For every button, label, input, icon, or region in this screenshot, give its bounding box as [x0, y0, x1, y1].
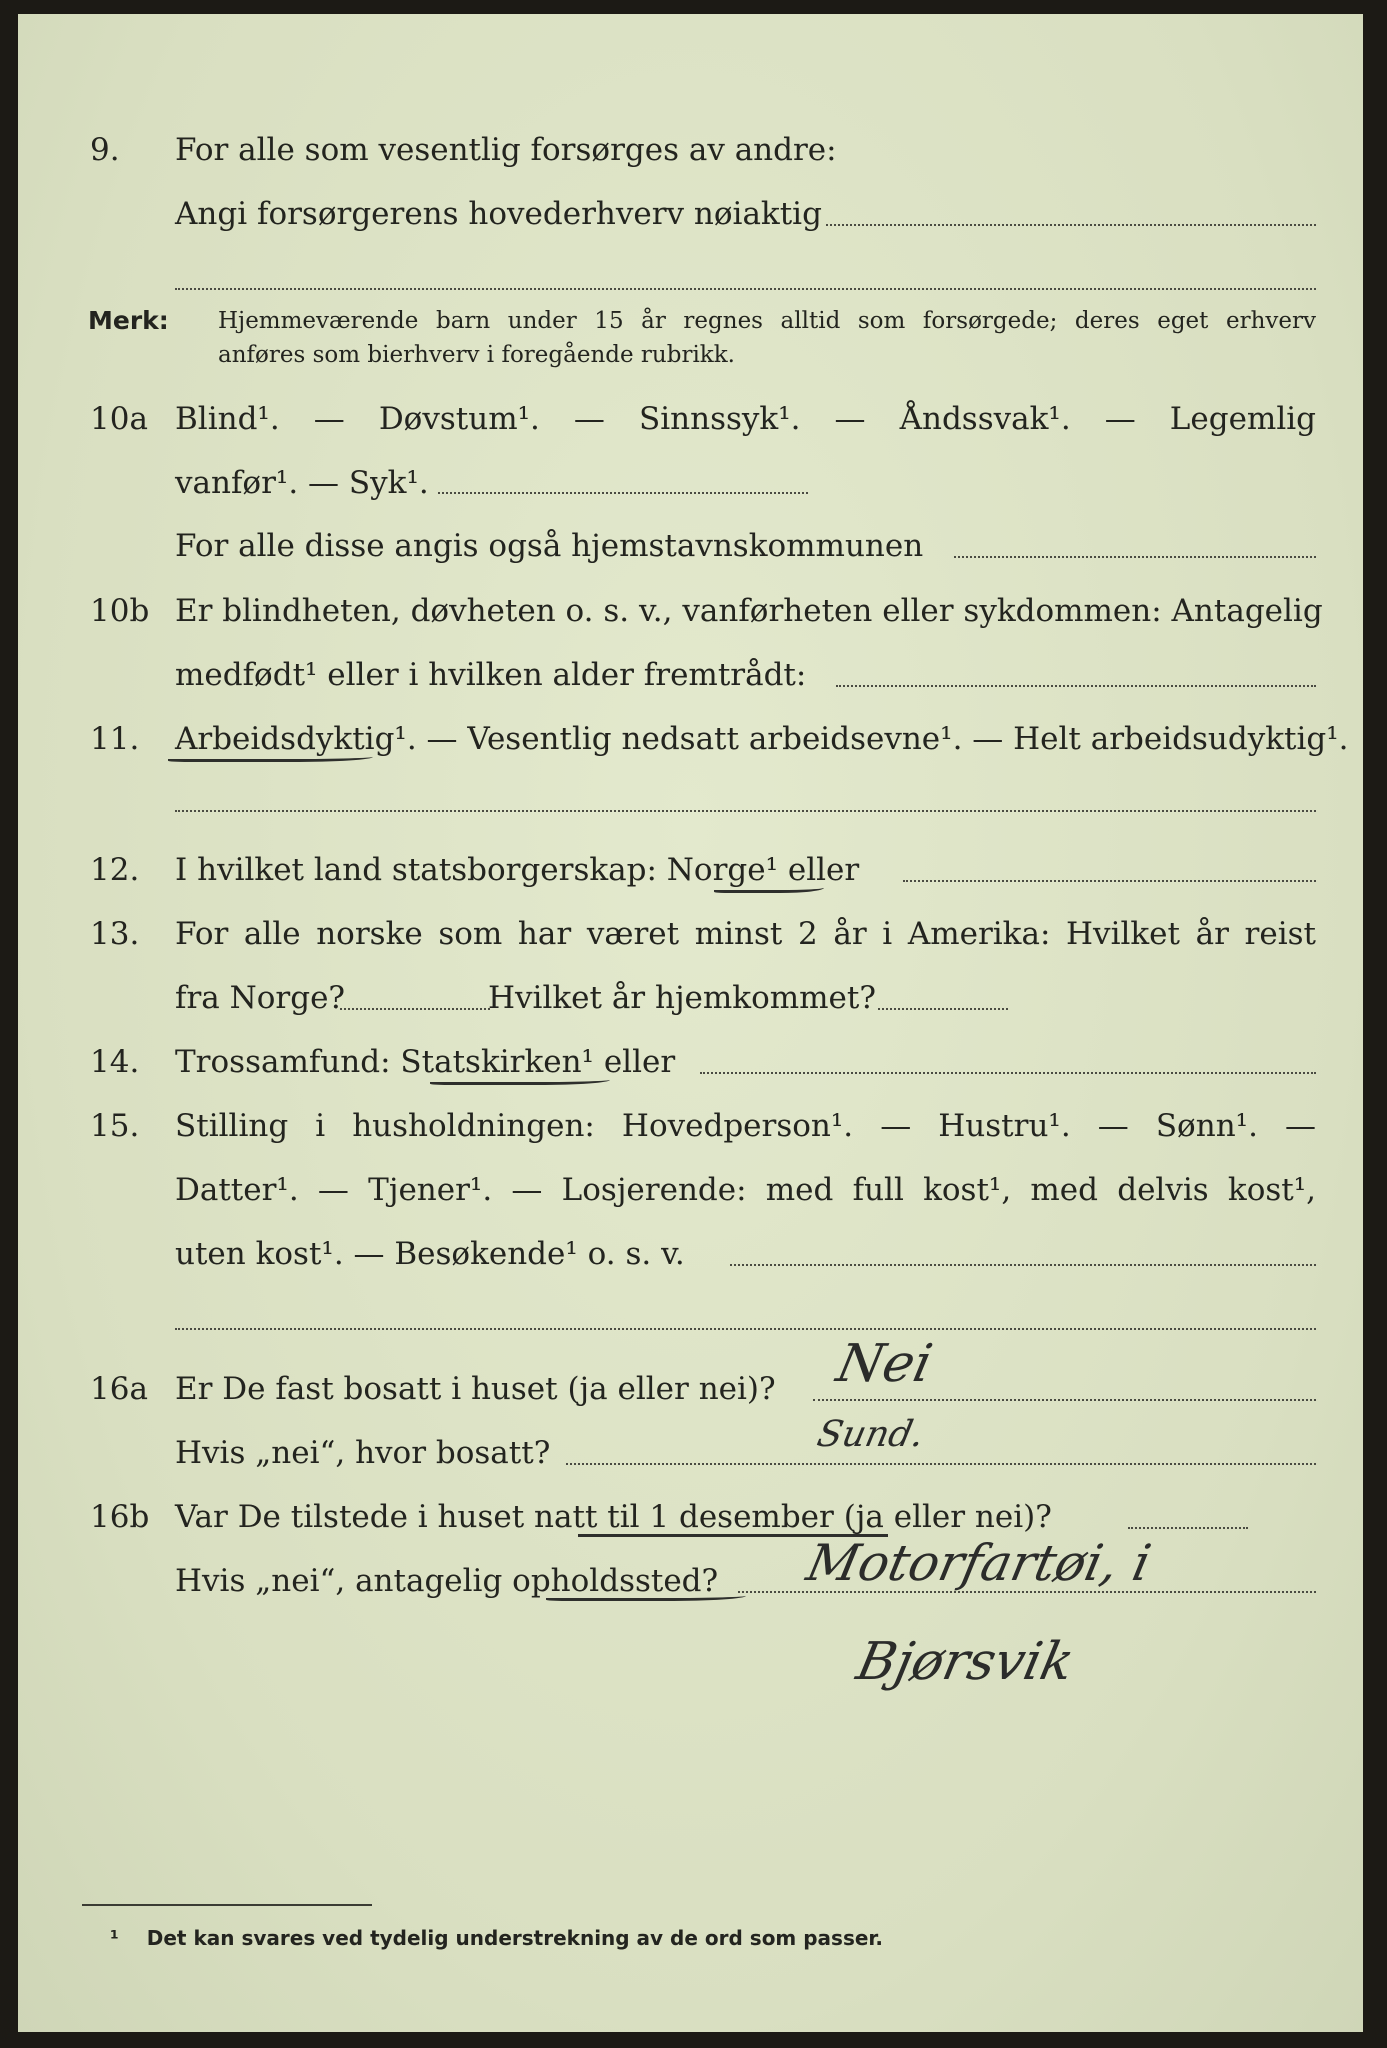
q16b-answer-line1[interactable]	[1128, 1527, 1248, 1529]
q9-answer-line[interactable]	[826, 224, 1316, 226]
merk-text	[218, 304, 1316, 372]
merk-label: Merk:	[88, 306, 169, 335]
footnote-rule	[82, 1904, 372, 1906]
q16b-handwritten-answer1: Motorfartøi, i	[801, 1534, 1156, 1592]
q15-text1: Stilling i husholdningen: Hovedperson¹. — Hustru¹. — Sønn¹. —	[175, 1108, 1316, 1144]
q9-extra-line[interactable]	[175, 288, 1316, 290]
q15-text2: Datter¹. — Tjener¹. — Losjerende: med full kost¹, med delvis kost¹,	[175, 1172, 1316, 1208]
q15-extra-line[interactable]	[175, 1328, 1316, 1330]
q16b-text2: Hvis „nei“, antagelig opholdssted?	[175, 1563, 719, 1599]
q16a-text2: Hvis „nei“, hvor bosatt?	[175, 1435, 551, 1471]
q11-handwritten-underline	[168, 749, 373, 762]
q10b-answer-line[interactable]	[836, 685, 1316, 687]
q14-handwritten-underline	[430, 1072, 610, 1085]
q16b-handwritten-underline2	[546, 1588, 746, 1601]
q13-number: 13.	[90, 916, 140, 952]
q16a-answer-line2[interactable]	[566, 1463, 1316, 1465]
q16b-number: 16b	[90, 1499, 150, 1535]
q15-number: 15.	[90, 1108, 140, 1144]
q15-answer-line[interactable]	[730, 1264, 1316, 1266]
q13-text2a: fra Norge?	[175, 980, 346, 1016]
q10b-number: 10b	[90, 593, 150, 629]
q10b-text1: Er blindheten, døvheten o. s. v., vanførheten eller sykdommen: Antagelig	[175, 593, 1323, 629]
q12-handwritten-underline	[714, 880, 824, 893]
q13-text1: For alle norske som har været minst 2 år i Amerika: Hvilket år reist	[175, 916, 1316, 952]
q16a-text1: Er De fast bosatt i huset (ja eller nei)?	[175, 1371, 776, 1407]
q16a-handwritten-answer1: Nei	[831, 1334, 938, 1394]
census-form-page	[18, 14, 1363, 2032]
merk-line1: Hjemmeværende barn under 15 år regnes alltid som forsørgede; deres eget erhverv	[218, 308, 1316, 334]
q11-extra-line[interactable]	[175, 810, 1316, 812]
q10a-text2: vanfør¹. — Syk¹.	[175, 465, 429, 501]
q11-number: 11.	[90, 721, 140, 757]
q9-number: 9.	[90, 132, 120, 168]
q11-text1: Arbeidsdyktig¹. — Vesentlig nedsatt arbeidsevne¹. — Helt arbeidsudyktig¹.	[175, 721, 1349, 757]
footnote-mark: ¹	[110, 1926, 119, 1950]
merk-line2: anføres som bierhverv i foregående rubrikk.	[218, 342, 735, 368]
q9-text1: For alle som vesentlig forsørges av andre:	[175, 132, 837, 168]
q13-text2b: Hvilket år hjemkommet?	[488, 980, 876, 1016]
q13-hjemkommet-line[interactable]	[878, 1008, 1008, 1010]
q10a-syk-line[interactable]	[438, 492, 808, 494]
q14-text1: Trossamfund: Statskirken¹ eller	[175, 1044, 676, 1080]
q10a-number: 10a	[90, 401, 148, 437]
q10a-text1: Blind¹. — Døvstum¹. — Sinnssyk¹. — Åndssvak¹. — Legemlig	[175, 401, 1316, 437]
q14-number: 14.	[90, 1044, 140, 1080]
q9-text2: Angi forsørgerens hovederhverv nøiaktig	[175, 196, 822, 232]
q16a-answer-line1[interactable]	[813, 1399, 1316, 1401]
q16b-text1: Var De tilstede i huset natt til 1 desember (ja eller nei)?	[175, 1499, 1052, 1535]
q16a-number: 16a	[90, 1371, 148, 1407]
q10a-kommune-line[interactable]	[954, 556, 1316, 558]
q12-number: 12.	[90, 852, 140, 888]
footnote	[110, 1926, 883, 1950]
footnote-text: Det kan svares ved tydelig understrekning av de ord som passer.	[146, 1926, 884, 1950]
q14-answer-line[interactable]	[700, 1072, 1316, 1074]
q16b-handwritten-answer2: Bjørsvik	[851, 1632, 1080, 1692]
q13-reist-line[interactable]	[340, 1008, 490, 1010]
q10a-text3: For alle disse angis også hjemstavnskommunen	[175, 528, 924, 564]
q16a-handwritten-answer2: Sund.	[813, 1414, 928, 1455]
q12-text1: I hvilket land statsborgerskap: Norge¹ eller	[175, 852, 860, 888]
q12-answer-line[interactable]	[903, 880, 1316, 882]
q10b-text2: medfødt¹ eller i hvilken alder fremtrådt:	[175, 657, 807, 693]
q15-text3: uten kost¹. — Besøkende¹ o. s. v.	[175, 1236, 685, 1272]
